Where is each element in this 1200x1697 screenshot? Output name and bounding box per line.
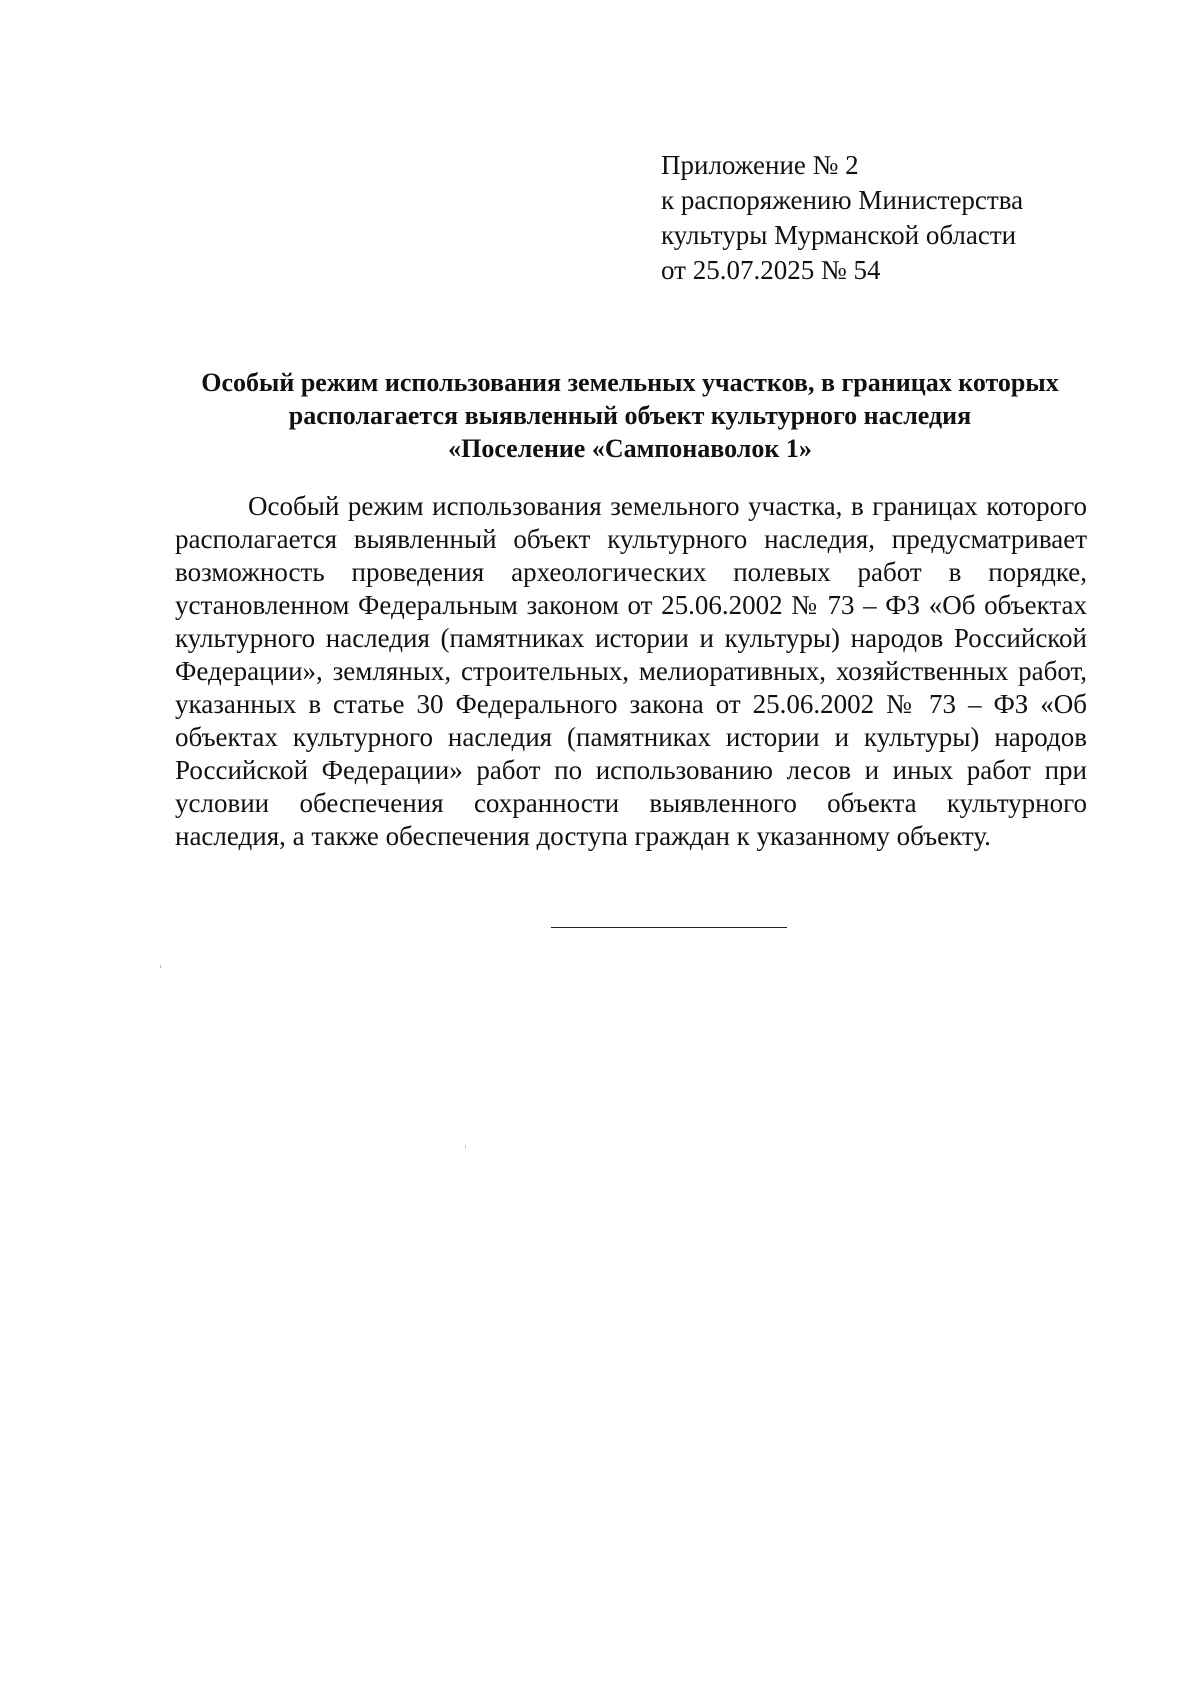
body-line: установленном Федеральным законом от 25.06.2002 № 73 – ФЗ «Об объектах bbox=[175, 590, 1087, 620]
document-title bbox=[170, 366, 1090, 465]
appendix-ministry: культуры Мурманской области bbox=[661, 220, 1017, 250]
title-line: располагается выявленный объект культурного наследия bbox=[288, 401, 972, 430]
body-line: культурного наследия (памятниках истории и культуры) народов Российской bbox=[175, 623, 1087, 653]
body-line: наследия, а также обеспечения доступа граждан к указанному объекту. bbox=[175, 821, 991, 851]
body-line: возможность проведения археологических полевых работ в порядке, bbox=[175, 557, 1087, 587]
body-paragraph bbox=[175, 490, 1087, 853]
scan-speck bbox=[465, 1145, 466, 1148]
body-line: Федерации», земляных, строительных, мелиоративных, хозяйственных работ, bbox=[175, 656, 1087, 686]
title-line: «Поселение «Сампонаволок 1» bbox=[448, 434, 812, 463]
appendix-header bbox=[661, 148, 1091, 288]
body-line: условии обеспечения сохранности выявленного объекта культурного bbox=[175, 788, 1087, 818]
body-line: Особый режим использования земельного участка, в границах которого bbox=[248, 491, 1087, 521]
appendix-order-ref: к распоряжению Министерства bbox=[661, 185, 1024, 215]
body-line: располагается выявленный объект культурного наследия, предусматривает bbox=[175, 524, 1087, 554]
scan-speck bbox=[160, 965, 161, 968]
appendix-number: Приложение № 2 bbox=[661, 150, 859, 180]
body-line: объектах культурного наследия (памятниках истории и культуры) народов bbox=[175, 722, 1087, 752]
title-line: Особый режим использования земельных участков, в границах которых bbox=[201, 368, 1059, 397]
body-line: указанных в статье 30 Федерального закона от 25.06.2002 № 73 – ФЗ «Об bbox=[175, 689, 1087, 719]
end-separator-line bbox=[551, 927, 787, 928]
body-line: Российской Федерации» работ по использованию лесов и иных работ при bbox=[175, 755, 1087, 785]
appendix-date-number: от 25.07.2025 № 54 bbox=[661, 255, 881, 285]
